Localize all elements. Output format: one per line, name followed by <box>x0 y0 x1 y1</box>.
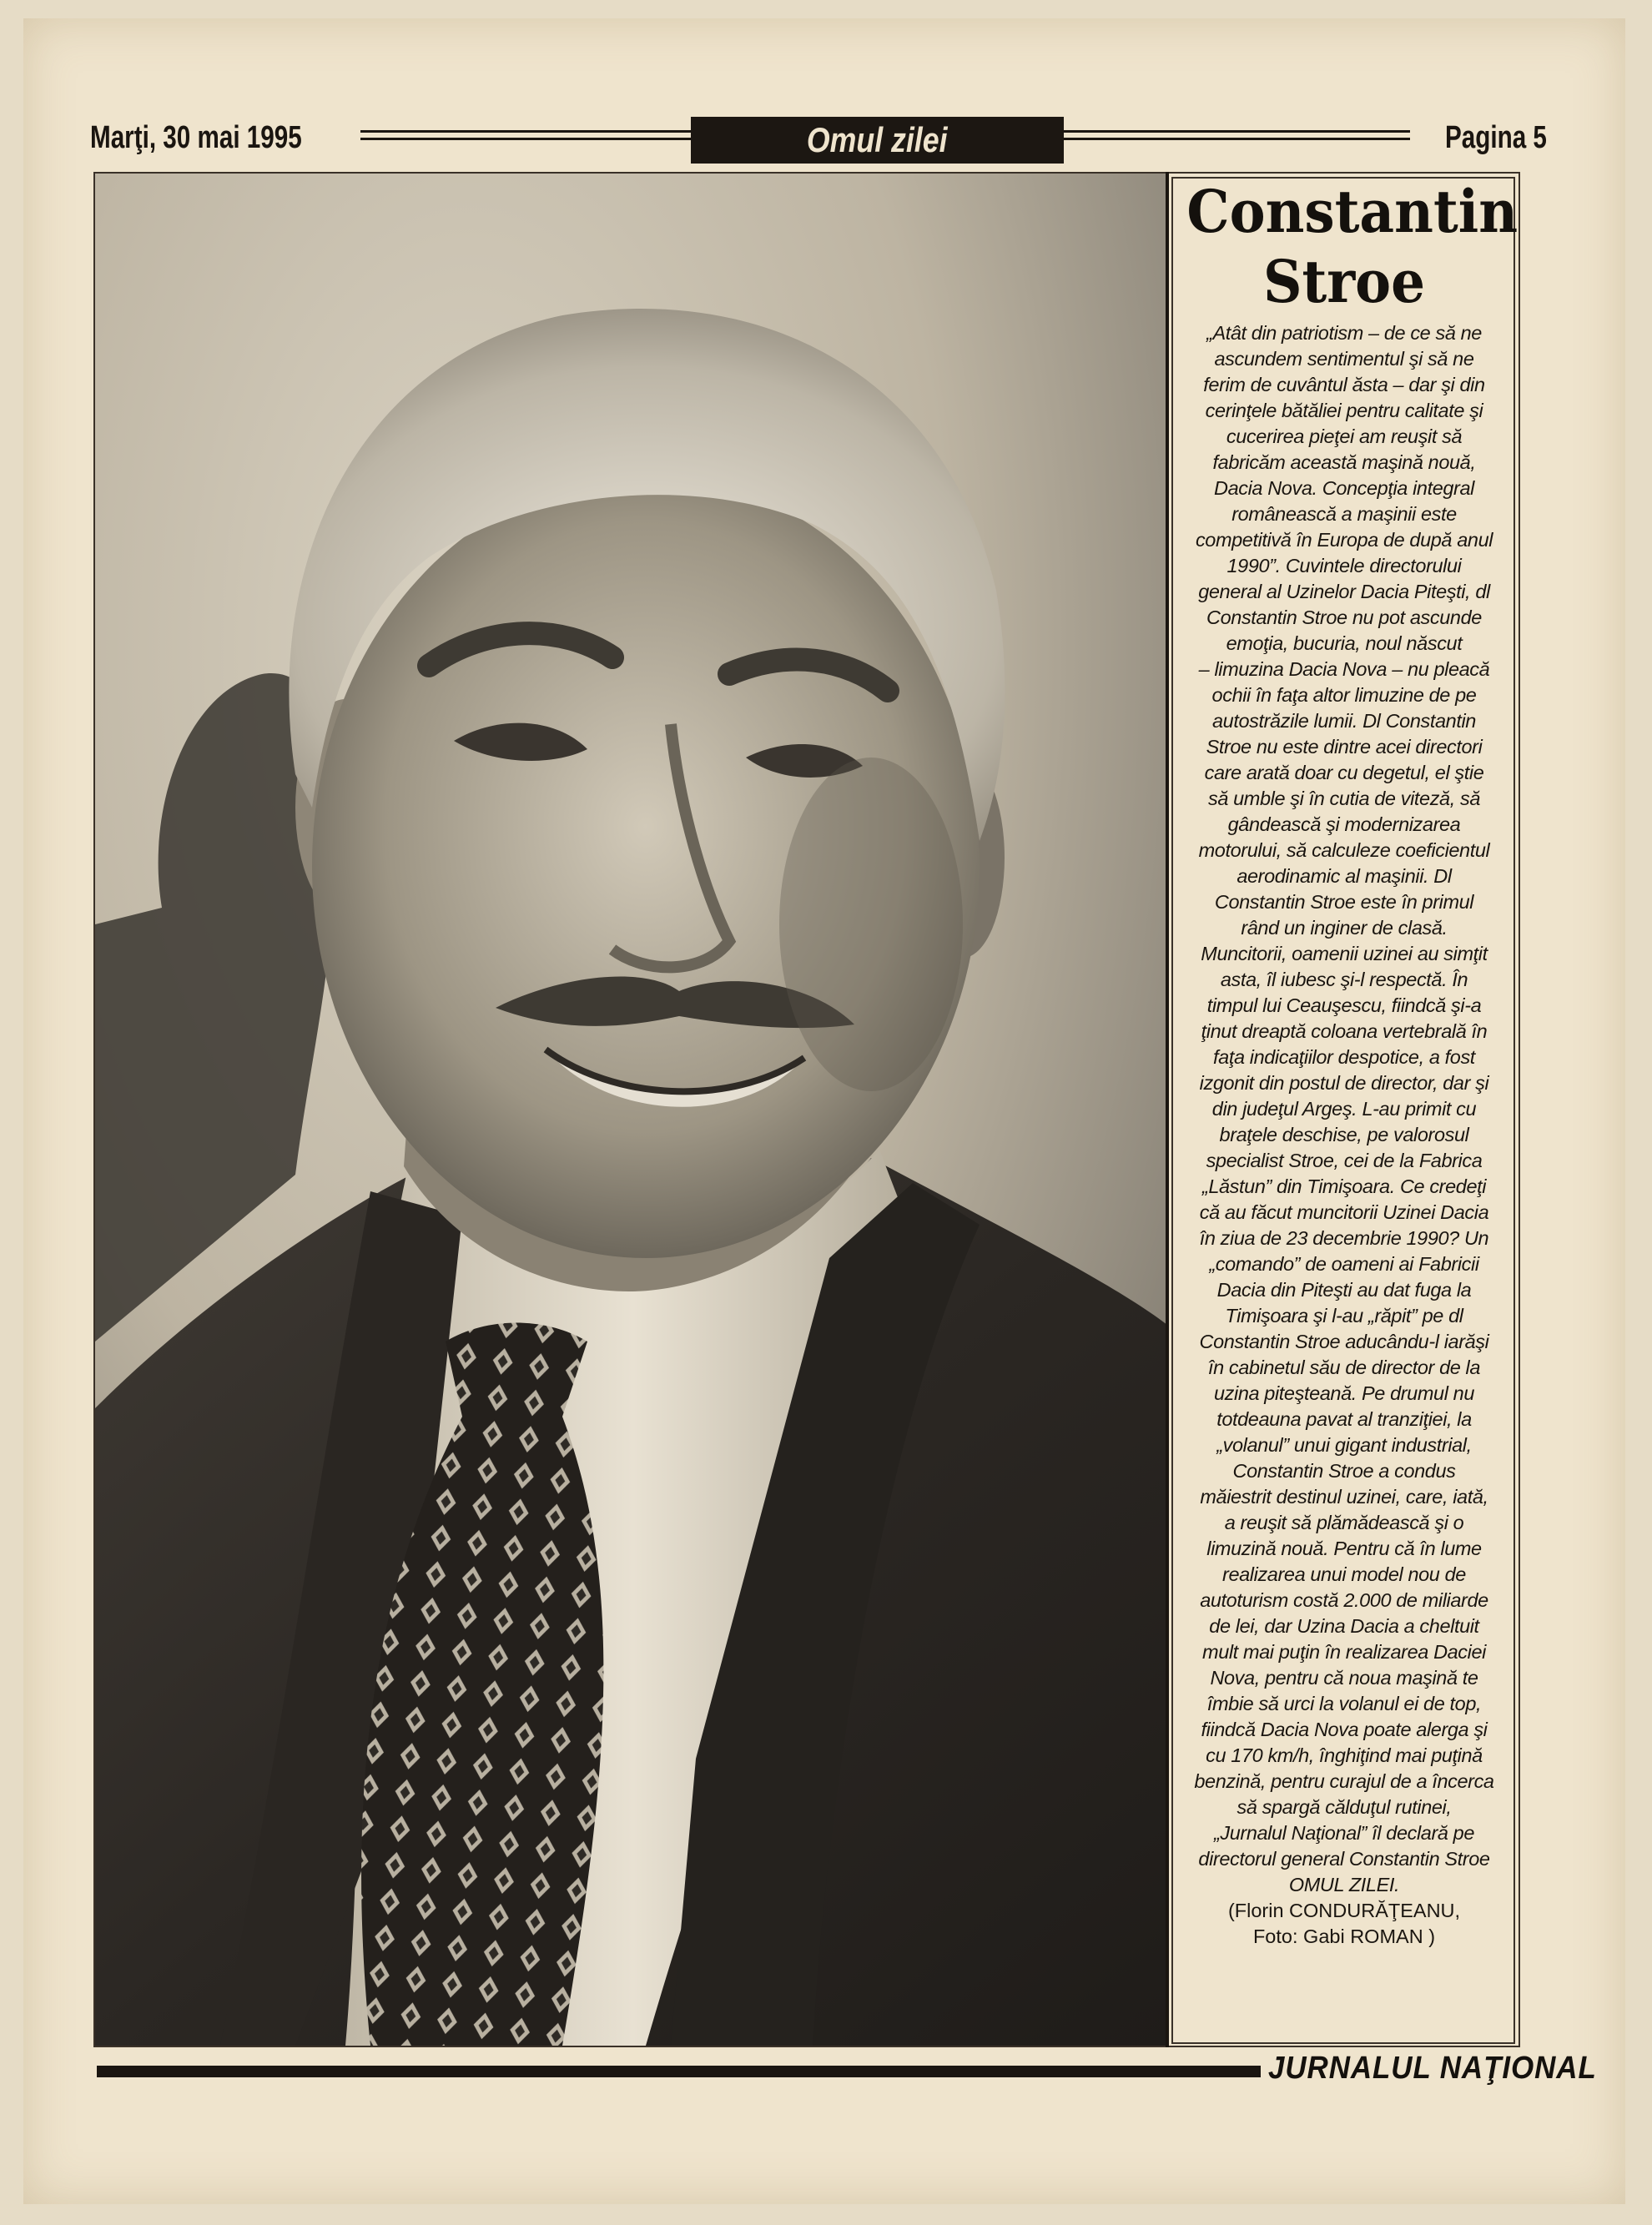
article-line: din judeţul Argeş. L-au primit cu <box>1211 1098 1477 1120</box>
article-line: Constantin Stroe aducându-l iarăşi <box>1199 1331 1489 1352</box>
article-line: fabricăm această maşină nouă, <box>1212 451 1476 473</box>
article-line: realizarea unui model nou de <box>1222 1563 1466 1585</box>
article-line: mult mai puţin în realizarea Daciei <box>1202 1641 1486 1663</box>
title-line-2: Stroe <box>1262 247 1426 316</box>
article-line: să spargă călduţul rutinei, <box>1236 1796 1452 1818</box>
article-line: izgonit din postul de director, dar şi <box>1199 1072 1489 1094</box>
article-line: limuzină nouă. Pentru că în lume <box>1206 1538 1482 1559</box>
publication-name-text: JURNALUL NAŢIONAL <box>1268 2051 1597 2086</box>
author-credit: (Florin CONDURĂŢEANU, <box>1227 1900 1461 1921</box>
article-line: „comando” de oameni ai Fabricii <box>1209 1253 1479 1275</box>
article-line: Dacia din Piteşti au dat fuga la <box>1216 1279 1472 1301</box>
article-line: Stroe nu este dintre acei directori <box>1206 736 1483 758</box>
column-divider <box>1166 172 1169 2047</box>
article-line: gândească şi modernizarea <box>1227 813 1461 835</box>
article-line: a reuşit să plămădească şi o <box>1224 1512 1464 1533</box>
article-line: Timişoara şi l-au „răpit” pe dl <box>1225 1305 1463 1326</box>
article-line: cu 170 km/h, înghiţind mai puţină <box>1206 1744 1483 1766</box>
article-line: în cabinetul său de director de la <box>1207 1357 1481 1378</box>
article-line: aerodinamic al maşinii. Dl <box>1236 865 1452 887</box>
article-line: 1990”. Cuvintele directorului <box>1226 555 1462 576</box>
article-line: autoturism costă 2.000 de miliarde <box>1200 1589 1488 1611</box>
article-line: cucerirea pieţei am reuşit să <box>1226 425 1463 447</box>
article-line: îmbie să urci la volanul ei de top, <box>1206 1693 1482 1714</box>
article-line: „Lăstun” din Timişoara. Ce credeţi <box>1201 1175 1487 1197</box>
section-title: Omul zilei <box>807 120 948 159</box>
article-line: emoţia, bucuria, noul născut <box>1226 632 1463 654</box>
article-line: Constantin Stroe a condus <box>1232 1460 1456 1482</box>
article-line: Constantin Stroe este în primul <box>1214 891 1474 913</box>
article-line: măiestrit destinul uzinei, care, iată, <box>1200 1486 1488 1508</box>
article-line: competitivă în Europa de după anul <box>1195 529 1493 551</box>
article-line: motorului, să calculeze coeficientul <box>1198 839 1490 861</box>
article-line: ţinut dreaptă coloana vertebrală în <box>1201 1020 1488 1042</box>
article-line: fiindcă Dacia Nova poate alerga şi <box>1201 1719 1488 1740</box>
article-line: românească a maşinii este <box>1231 503 1457 525</box>
article-line: în ziua de 23 decembrie 1990? Un <box>1199 1227 1489 1249</box>
article-title <box>1173 177 1519 317</box>
article-line: Muncitorii, oamenii uzinei au simţit <box>1201 943 1488 964</box>
article-line: general al Uzinelor Dacia Piteşti, dl <box>1198 581 1490 602</box>
article-line: Dacia Nova. Concepţia integral <box>1214 477 1474 499</box>
article-line: ochii în faţa altor limuzine de pe <box>1211 684 1477 706</box>
article-line: să umble şi în cutia de viteză, să <box>1207 788 1480 809</box>
article-line: autostrăzile lumii. Dl Constantin <box>1212 710 1476 732</box>
article-line: care arată doar cu degetul, el ştie <box>1204 762 1484 783</box>
article-line: Constantin Stroe nu pot ascunde <box>1206 607 1482 628</box>
article-line: ascundem sentimentul şi să ne <box>1214 348 1474 370</box>
article-line: „volanul” unui gigant industrial, <box>1216 1434 1472 1456</box>
article-line: – limuzina Dacia Nova – nu pleacă <box>1198 658 1490 680</box>
page-number: Pagina 5 <box>1445 120 1547 155</box>
article-body <box>1171 320 1517 1898</box>
article-line: asta, îl iubesc şi-l respectă. În <box>1220 969 1468 990</box>
article-line: OMUL ZILEI. <box>1288 1874 1400 1895</box>
article-line: specialist Stroe, cei de la Fabrica <box>1206 1150 1483 1171</box>
title-line-1: Constantin <box>1186 177 1519 246</box>
article-line: timpul lui Ceauşescu, fiindcă şi-a <box>1206 994 1482 1016</box>
issue-date: Marţi, 30 mai 1995 <box>90 120 302 155</box>
article-line: de lei, dar Uzina Dacia a cheltuit <box>1209 1615 1479 1637</box>
publication-name <box>1268 2047 1625 2089</box>
article-line: rând un inginer de clasă. <box>1241 917 1448 939</box>
article-line: benzină, pentru curajul de a încerca <box>1194 1770 1494 1792</box>
article-line: uzina piteşteană. Pe drumul nu <box>1214 1382 1474 1404</box>
article-line: directorul general Constantin Stroe <box>1198 1848 1490 1870</box>
section-banner <box>691 117 1064 164</box>
photo-credit: Foto: Gabi ROMAN ) <box>1252 1925 1436 1947</box>
article-line: „Jurnalul Naţional” îl declară pe <box>1213 1822 1475 1844</box>
article-line: ferim de cuvântul ăsta – dar şi din <box>1203 374 1485 395</box>
portrait-illustration <box>95 174 1167 2046</box>
header-rule-right <box>1064 130 1410 140</box>
article-line: totdeauna pavat al tranziţiei, la <box>1216 1408 1472 1430</box>
article-line: cerinţele bătăliei pentru calitate şi <box>1205 400 1483 421</box>
footer-rule <box>97 2066 1261 2077</box>
header-rule-left <box>360 130 691 140</box>
article-line: Nova, pentru că noua maşină te <box>1210 1667 1478 1689</box>
article-line: braţele deschise, pe valorosul <box>1219 1124 1469 1145</box>
portrait-photo <box>95 174 1167 2046</box>
article-line: faţa indicaţiilor despotice, a fost <box>1213 1046 1475 1068</box>
article-line: „Atât din patriotism – de ce să ne <box>1206 322 1482 344</box>
article-line: că au făcut muncitorii Uzinei Dacia <box>1199 1201 1489 1223</box>
